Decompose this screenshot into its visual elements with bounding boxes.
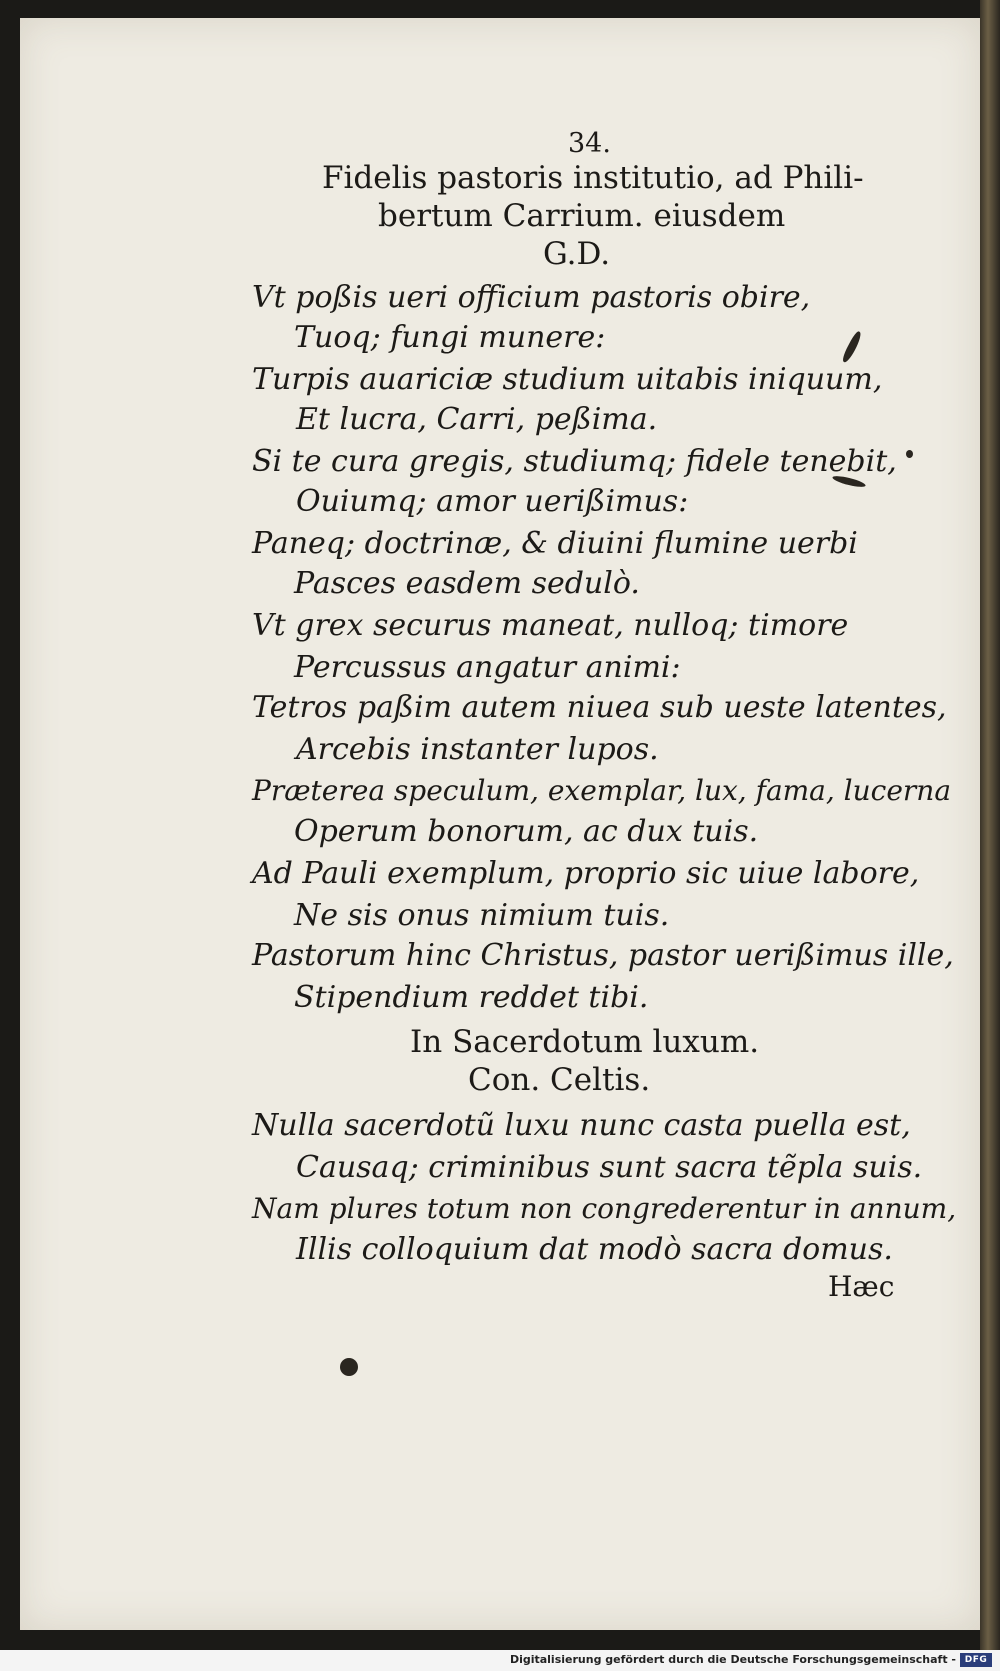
page-number: 34. [568,128,611,159]
verse-line: Ouiumq; amor uerißimus: [296,484,689,519]
verse-line: Tuoq; fungi munere: [294,320,606,355]
verse-line: Stipendium reddet tibi. [294,980,649,1015]
verse-line: Nam plures totum non congrederentur in annum, [252,1192,957,1225]
verse-line: Turpis auariciæ studium uitabis iniquum, [252,362,883,397]
verse-line: Si te cura gregis, studiumq; fidele tenebit, [252,444,897,479]
funding-credit: Digitalisierung gefördert durch die Deutsche Forschungsgemeinschaft - [509,1653,956,1666]
verse-line: Operum bonorum, ac dux tuis. [294,814,759,849]
verse-line: Paneq; doctrinæ, & diuini flumine uerbi [252,526,858,561]
verse-line: Tetros paßim autem niuea sub ueste latentes, [252,690,947,725]
poem-title-line: bertum Carrium. eiusdem [378,198,786,234]
ink-spot [906,450,913,458]
verse-line: Et lucra, Carri, peßima. [296,402,658,437]
verse-line: Percussus angatur animi: [294,650,681,685]
verse-line: Ad Pauli exemplum, proprio sic uiue labore, [252,856,920,891]
ink-spot [340,1358,358,1376]
verse-line: Arcebis instanter lupos. [296,732,659,767]
dfg-logo-icon: DFG [960,1653,992,1667]
verse-line: Vt poßis ueri officium pastoris obire, [252,280,811,315]
poem-title-line: Con. Celtis. [468,1062,651,1098]
verse-line: Pastorum hinc Christus, pastor uerißimus ille, [252,938,954,973]
verse-line: Causaq; criminibus sunt sacra tẽpla suis. [296,1150,923,1185]
poem-title-line: In Sacerdotum luxum. [410,1024,760,1060]
verse-line: Vt grex securus maneat, nulloq; timore [252,608,849,643]
poem-title-line: G.D. [543,236,611,272]
verse-line: Præterea speculum, exemplar, lux, fama, lucerna [252,774,952,807]
catchword: Hæc [828,1270,895,1303]
book-edge [980,0,1000,1650]
verse-line: Pasces easdem sedulò. [294,566,640,601]
verse-line: Ne sis onus nimium tuis. [294,898,670,933]
verse-line: Nulla sacerdotũ luxu nunc casta puella est, [252,1108,911,1143]
poem-title-line: Fidelis pastoris institutio, ad Phili- [322,160,864,196]
verse-line: Illis colloquium dat modò sacra domus. [296,1232,893,1267]
